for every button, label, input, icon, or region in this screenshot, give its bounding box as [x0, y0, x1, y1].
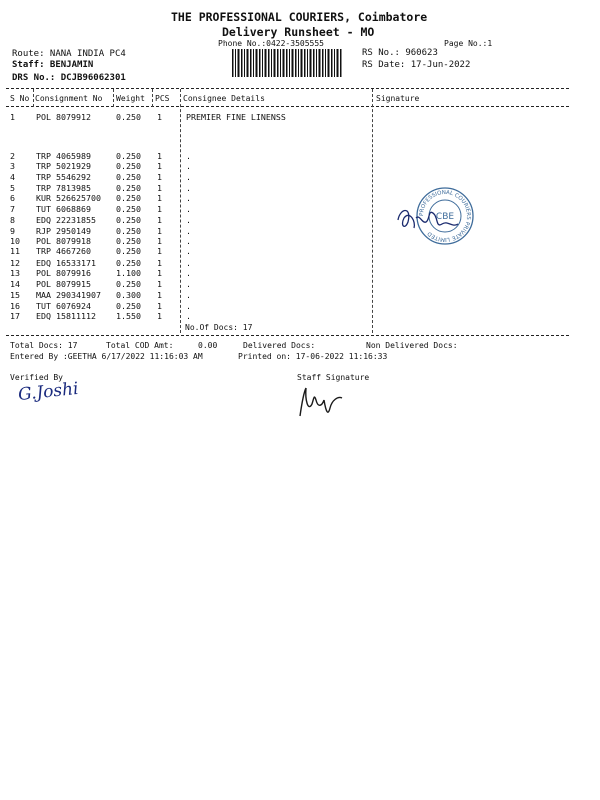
phone-number: Phone No.:0422-3505555	[218, 39, 324, 48]
entered-by: Entered By :GEETHA 6/17/2022 11:16:03 AM	[10, 352, 203, 361]
cell-pcs: 1	[157, 246, 162, 256]
cell-cons: EDQ 22231855	[36, 215, 96, 225]
cell-cons: KUR 526625700	[36, 193, 101, 203]
col-sno: S No	[10, 94, 30, 103]
cell-details: .	[186, 258, 191, 268]
cell-pcs: 1	[157, 151, 162, 161]
cell-details: .	[186, 301, 191, 311]
cell-sno: 5	[10, 183, 15, 193]
cell-details: .	[186, 172, 191, 182]
cell-weight: 0.300	[116, 290, 141, 300]
cell-pcs: 1	[157, 204, 162, 214]
cell-pcs: 1	[157, 311, 162, 321]
cell-details: .	[186, 246, 191, 256]
cell-sno: 17	[10, 311, 20, 321]
cell-cons: EDQ 15811112	[36, 311, 96, 321]
cell-details: .	[186, 290, 191, 300]
cell-cons: TRP 5546292	[36, 172, 91, 182]
cell-weight: 0.250	[116, 204, 141, 214]
cell-details: .	[186, 279, 191, 289]
cell-weight: 1.100	[116, 268, 141, 278]
cell-cons: TRP 4065989	[36, 151, 91, 161]
rs-date: RS Date: 17-Jun-2022	[362, 60, 471, 70]
page-number: Page No.:1	[444, 39, 493, 48]
cell-cons: POL 8079916	[36, 268, 91, 278]
cell-sno: 16	[10, 301, 20, 311]
cell-pcs: 1	[157, 193, 162, 203]
company-name: THE PROFESSIONAL COURIERS, Coimbatore	[171, 10, 428, 24]
cell-details: .	[186, 151, 191, 161]
svg-text:CBE: CBE	[435, 212, 455, 222]
route: Route: NANA INDIA PC4	[12, 49, 126, 59]
cell-cons: TRP 4667260	[36, 246, 91, 256]
cell-cons: TRP 5021929	[36, 161, 91, 171]
cell-details: .	[186, 311, 191, 321]
cell-sno: 15	[10, 290, 20, 300]
cell-cons: POL 8079918	[36, 236, 91, 246]
cell-weight: 0.250	[116, 258, 141, 268]
non-delivered-docs: Non Delivered Docs:	[366, 341, 458, 350]
cell-cons: TRP 7813985	[36, 183, 91, 193]
cell-pcs: 1	[157, 215, 162, 225]
cell-details: .	[186, 215, 191, 225]
cell-sno: 14	[10, 279, 20, 289]
cell-weight: 0.250	[116, 301, 141, 311]
cell-pcs: 1	[157, 183, 162, 193]
rule-header	[6, 106, 569, 107]
total-cod-label: Total COD Amt:	[106, 341, 174, 350]
cell-weight: 0.250	[116, 226, 141, 236]
col-divider	[152, 89, 153, 107]
delivered-docs: Delivered Docs:	[243, 341, 316, 350]
cell-details: PREMIER FINE LINENSS	[186, 112, 286, 122]
cell-weight: 1.550	[116, 311, 141, 321]
cell-pcs: 1	[157, 236, 162, 246]
rs-number: RS No.: 960623	[362, 48, 438, 58]
cell-pcs: 1	[157, 112, 162, 122]
col-consignment: Consignment No	[35, 94, 103, 103]
cell-pcs: 1	[157, 258, 162, 268]
cell-cons: MAA 290341907	[36, 290, 101, 300]
printed-on: Printed on: 17-06-2022 11:16:33	[238, 352, 388, 361]
cell-sno: 4	[10, 172, 15, 182]
cell-pcs: 1	[157, 161, 162, 171]
cell-details: .	[186, 183, 191, 193]
staff-name: Staff: BENJAMIN	[12, 60, 94, 70]
cell-details: .	[186, 236, 191, 246]
col-weight: Weight	[116, 94, 145, 103]
cell-details: .	[186, 226, 191, 236]
cell-sno: 1	[10, 112, 15, 122]
cell-weight: 0.250	[116, 183, 141, 193]
cell-weight: 0.250	[116, 246, 141, 256]
col-signature: Signature	[376, 94, 420, 103]
cell-cons: TUT 6076924	[36, 301, 91, 311]
cell-pcs: 1	[157, 279, 162, 289]
cell-pcs: 1	[157, 290, 162, 300]
cell-sno: 10	[10, 236, 20, 246]
col-divider	[180, 89, 181, 333]
cell-weight: 0.250	[116, 236, 141, 246]
cell-details: .	[186, 193, 191, 203]
cell-sno: 3	[10, 161, 15, 171]
total-docs: Total Docs: 17	[10, 341, 78, 350]
staff-signature	[292, 382, 352, 420]
svg-text:PROFESSIONAL COURIERS PRIVATE: PROFESSIONAL COURIERS PRIVATE LIMITED	[418, 189, 472, 243]
cell-pcs: 1	[157, 172, 162, 182]
cell-cons: POL 8079912	[36, 112, 91, 122]
cell-weight: 0.250	[116, 215, 141, 225]
col-pcs: PCS	[155, 94, 170, 103]
no-of-docs: No.Of Docs: 17	[185, 323, 253, 332]
cell-weight: 0.250	[116, 112, 141, 122]
drs-number: DRS No.: DCJB96062301	[12, 73, 126, 83]
cell-weight: 0.250	[116, 151, 141, 161]
barcode	[232, 49, 342, 77]
cell-sno: 11	[10, 246, 20, 256]
cell-sno: 6	[10, 193, 15, 203]
cell-details: .	[186, 204, 191, 214]
document-title: Delivery Runsheet - MO	[222, 25, 375, 39]
company-stamp	[390, 178, 485, 253]
cell-details: .	[186, 268, 191, 278]
cell-pcs: 1	[157, 301, 162, 311]
cell-details: .	[186, 161, 191, 171]
cell-sno: 7	[10, 204, 15, 214]
cell-cons: POL 8079915	[36, 279, 91, 289]
col-divider	[33, 89, 34, 107]
cell-cons: EDQ 16533171	[36, 258, 96, 268]
cell-pcs: 1	[157, 268, 162, 278]
cell-weight: 0.250	[116, 161, 141, 171]
col-divider	[113, 89, 114, 107]
cell-cons: RJP 2950149	[36, 226, 91, 236]
verifier-handwriting: G.Joshi	[17, 378, 80, 406]
rule-bottom	[6, 335, 569, 336]
rule-top	[6, 88, 569, 89]
col-consignee: Consignee Details	[183, 94, 265, 103]
cell-pcs: 1	[157, 226, 162, 236]
cell-sno: 9	[10, 226, 15, 236]
cell-weight: 0.250	[116, 279, 141, 289]
cell-sno: 2	[10, 151, 15, 161]
cell-sno: 12	[10, 258, 20, 268]
cell-cons: TUT 6068869	[36, 204, 91, 214]
cell-sno: 13	[10, 268, 20, 278]
verified-by-label: Verified By	[10, 373, 63, 382]
cell-weight: 0.250	[116, 193, 141, 203]
cell-sno: 8	[10, 215, 15, 225]
col-divider	[372, 89, 373, 333]
total-cod-amount: 0.00	[198, 341, 218, 350]
cell-weight: 0.250	[116, 172, 141, 182]
staff-signature-label: Staff Signature	[297, 373, 370, 382]
